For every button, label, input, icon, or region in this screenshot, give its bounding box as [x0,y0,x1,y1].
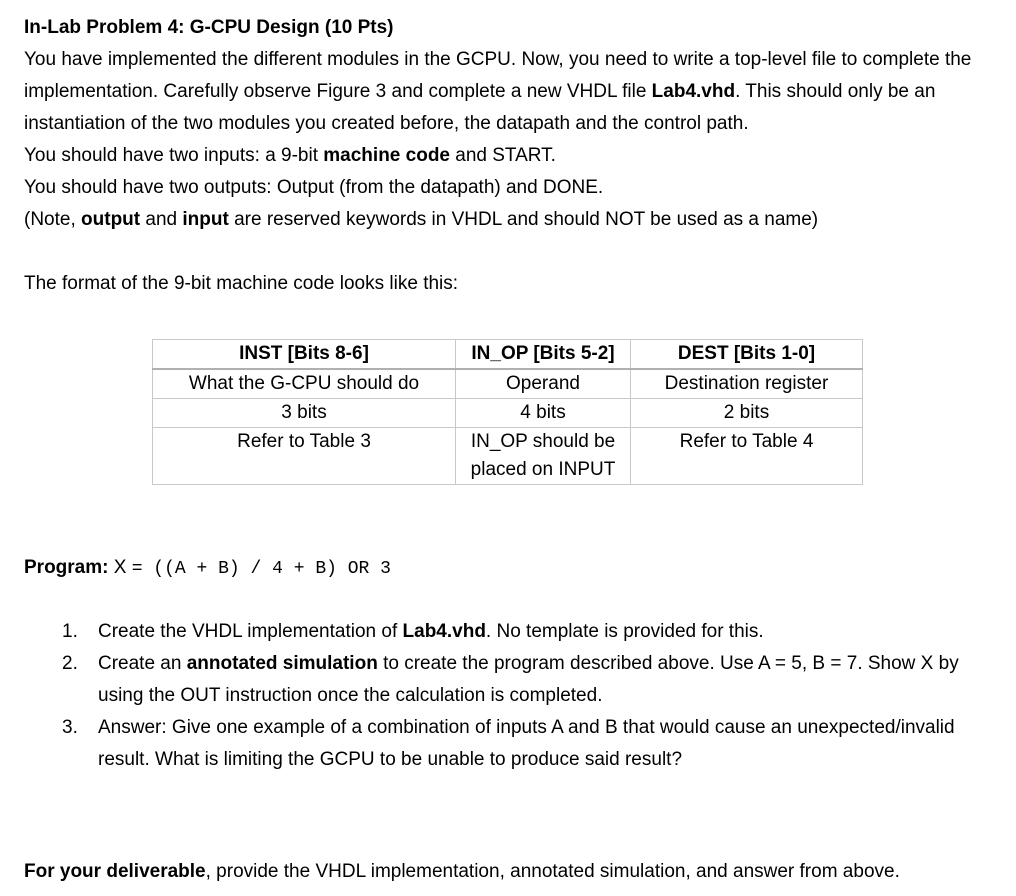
table-row [153,428,863,485]
outputs-line: You should have two outputs: Output (from the datapath) and DONE. [24,177,604,198]
intro-paragraph [24,44,999,140]
list-item [24,616,984,648]
table-row [153,369,863,399]
machine-code-format-table [152,339,863,485]
task-list [24,616,984,776]
task-number: 3. [62,717,78,738]
task-bold: Lab4.vhd [402,621,486,642]
table-cell: What the G-CPU should do [153,369,456,399]
deliverable-text: , provide the VHDL implementation, annotated simulation, and answer from above. [205,861,900,882]
document-page [24,12,999,882]
note-bold-output: output [81,209,141,230]
program-label: Program: [24,557,109,578]
program-line [24,552,391,585]
inputs-bold: machine code [323,145,450,166]
note-text-1: (Note, [24,209,82,230]
problem-title: In-Lab Problem 4: G-CPU Design (10 Pts) [24,17,394,38]
table-cell: 2 bits [631,399,863,428]
task-text: Create the VHDL implementation of [98,621,403,642]
task-number: 2. [62,653,78,674]
header-in-op: IN_OP [Bits 5-2] [456,340,631,370]
deliverable-line [24,856,900,888]
header-dest: DEST [Bits 1-0] [631,340,863,370]
note-text-mid: and [140,209,183,230]
note-bold-input: input [182,209,229,230]
header-inst: INST [Bits 8-6] [153,340,456,370]
task-number: 1. [62,621,78,642]
table-cell: Refer to Table 4 [631,428,863,485]
table-cell: 3 bits [153,399,456,428]
table-cell: Refer to Table 3 [153,428,456,485]
table-row [153,399,863,428]
task-text: . No template is provided for this. [485,621,764,642]
table-cell: Operand [456,369,631,399]
intro-text-2: . This should only be an instantiation of the two modules you created before, the datapath and the control path. [24,81,936,134]
table-cell: IN_OP should be placed on INPUT [456,428,631,485]
task-text: to create the program described above. Use A = 5, B = 7. Show X by using the OUT instruction once the calculation is completed. [98,653,959,706]
format-intro: The format of the 9-bit machine code looks like this: [24,273,459,294]
format-table-wrapper [152,339,863,485]
intro-text-1: You have implemented the different modules in the GCPU. Now, you need to write a top-level file to complete the implementation. Carefully observe Figure 3 and complete a new VHDL file [24,49,972,102]
list-item [24,648,984,712]
table-header-row [153,340,863,370]
table-cell: 4 bits [456,399,631,428]
inputs-text-2: and START. [450,145,556,166]
note-text-2: are reserved keywords in VHDL and should NOT be used as a name) [228,209,819,230]
program-expression: = ((A + B) / 4 + B) OR 3 [131,559,391,579]
intro-filename: Lab4.vhd [651,81,736,102]
task-bold: annotated simulation [186,653,378,674]
inputs-line [24,140,999,172]
inputs-text-1: You should have two inputs: a 9-bit [24,145,324,166]
task-text: Create an [98,653,187,674]
program-lhs: X [108,557,132,578]
list-item [24,712,984,776]
task-text: Answer: Give one example of a combination of inputs A and B that would cause an unexpected/invalid result. What is limiting the GCPU to be unable to produce said result? [98,717,955,770]
table-cell: Destination register [631,369,863,399]
deliverable-bold: For your deliverable [24,861,206,882]
note-line [24,204,999,236]
